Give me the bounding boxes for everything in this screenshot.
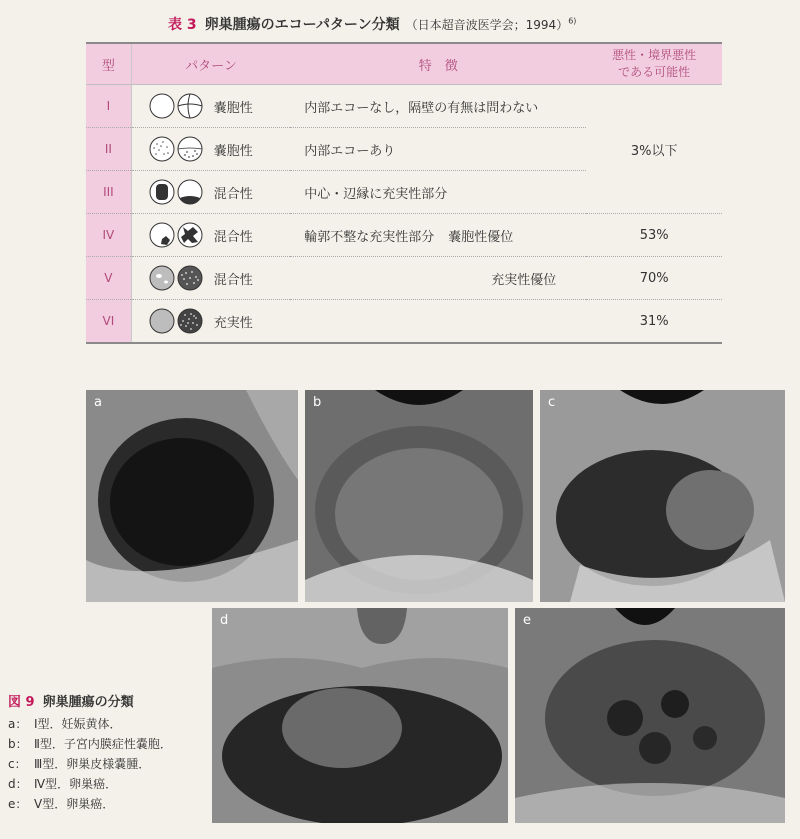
row-grade: III — [86, 171, 131, 214]
header-risk-line2: である可能性 — [618, 65, 691, 79]
panel-label: a — [94, 395, 102, 410]
row-grade: V — [86, 257, 131, 300]
caption-text: Ⅴ型．卵巣癌． — [34, 797, 115, 811]
header-pattern: パターン — [131, 43, 290, 85]
row-grade: VI — [86, 300, 131, 344]
caption-key: b： — [8, 737, 28, 751]
table-header-row — [86, 43, 722, 85]
ultrasound-image — [86, 390, 298, 602]
caption-key: c： — [8, 757, 27, 771]
row-feature — [290, 214, 586, 257]
header-risk — [586, 43, 722, 85]
table-row — [86, 300, 722, 344]
header-grade: 型 — [86, 43, 131, 85]
row-feature-text: 内部エコーあり — [304, 143, 396, 159]
caption-text: Ⅱ型．子宮内膜症性嚢胞． — [34, 737, 172, 751]
caption-key: d： — [8, 777, 28, 791]
panel-label: d — [220, 613, 229, 628]
table-label: 表 3 — [168, 17, 197, 33]
row-grade: IV — [86, 214, 131, 257]
ultrasound-image — [515, 608, 785, 823]
header-risk-line1: 悪性・境界悪性 — [612, 48, 697, 62]
table-row — [86, 214, 722, 257]
caption-item — [8, 714, 208, 734]
ultrasound-panel-d — [212, 608, 508, 823]
header-feature: 特 徴 — [290, 43, 586, 85]
echo-pattern-table — [86, 42, 722, 344]
row-feature — [290, 300, 586, 344]
pattern-icon-type3 — [148, 178, 204, 206]
table-title — [168, 14, 576, 34]
pattern-icon-type6 — [148, 307, 204, 335]
ultrasound-panel-e — [515, 608, 785, 823]
figure-title — [8, 691, 208, 710]
row-pattern-label: 混合性 — [213, 272, 253, 288]
ultrasound-panel-a — [86, 390, 298, 602]
row-feature-text: 内部エコーなし，隔壁の有無は問わない — [304, 100, 539, 116]
table-row — [86, 257, 722, 300]
ultrasound-image — [212, 608, 508, 823]
ultrasound-panel-c — [540, 390, 785, 602]
ultrasound-image — [305, 390, 533, 602]
row-pattern-label: 嚢胞性 — [213, 100, 253, 116]
panel-label: c — [548, 395, 556, 410]
row-pattern — [131, 128, 290, 171]
ultrasound-image — [540, 390, 785, 602]
ultrasound-panel-b — [305, 390, 533, 602]
caption-item — [8, 734, 208, 754]
row-feature — [290, 171, 586, 214]
pattern-icon-type1 — [148, 92, 204, 120]
row-pattern — [131, 171, 290, 214]
table-source: （日本超音波医学会；1994） — [405, 18, 569, 32]
row-feature — [290, 257, 586, 300]
row-risk-group: 3%以下 — [586, 85, 722, 214]
row-risk: 53% — [586, 214, 722, 257]
row-pattern-label: 充実性 — [213, 315, 253, 331]
row-pattern — [131, 300, 290, 344]
caption-item — [8, 794, 208, 814]
pattern-icon-type5 — [148, 264, 204, 292]
row-feature-text: 中心・辺縁に充実性部分 — [304, 186, 448, 202]
caption-key: e： — [8, 797, 28, 811]
table-title-text: 卵巣腫瘍のエコーパターン分類 — [204, 17, 400, 33]
caption-text: Ⅳ型．卵巣癌． — [34, 777, 118, 791]
row-pattern — [131, 214, 290, 257]
figure-caption — [8, 691, 208, 814]
row-feature-sub: 充実性優位 — [491, 272, 557, 288]
row-grade: II — [86, 128, 131, 171]
row-pattern — [131, 257, 290, 300]
row-feature — [290, 128, 586, 171]
row-pattern-label: 嚢胞性 — [213, 143, 253, 159]
caption-text: Ⅰ型．妊娠黄体． — [34, 717, 122, 731]
table-row — [86, 85, 722, 128]
row-feature-text: 輪郭不整な充実性部分 — [304, 229, 435, 245]
caption-key: a： — [8, 717, 28, 731]
caption-text: Ⅲ型．卵巣皮様嚢腫． — [34, 757, 151, 771]
row-pattern — [131, 85, 290, 128]
figure-label: 図 9 — [8, 695, 35, 710]
panel-label: e — [523, 613, 531, 628]
row-pattern-label: 混合性 — [213, 186, 253, 202]
figure-title-text: 卵巣腫瘍の分類 — [42, 695, 134, 710]
caption-item — [8, 754, 208, 774]
pattern-icon-type2 — [148, 135, 204, 163]
table-ref: 6) — [568, 16, 577, 26]
caption-item — [8, 774, 208, 794]
pattern-icon-type4 — [148, 221, 204, 249]
row-pattern-label: 混合性 — [213, 229, 253, 245]
row-risk: 31% — [586, 300, 722, 344]
row-risk: 70% — [586, 257, 722, 300]
panel-label: b — [313, 395, 322, 410]
row-grade: I — [86, 85, 131, 128]
row-feature — [290, 85, 586, 128]
row-feature-sub: 嚢胞性優位 — [448, 229, 514, 245]
